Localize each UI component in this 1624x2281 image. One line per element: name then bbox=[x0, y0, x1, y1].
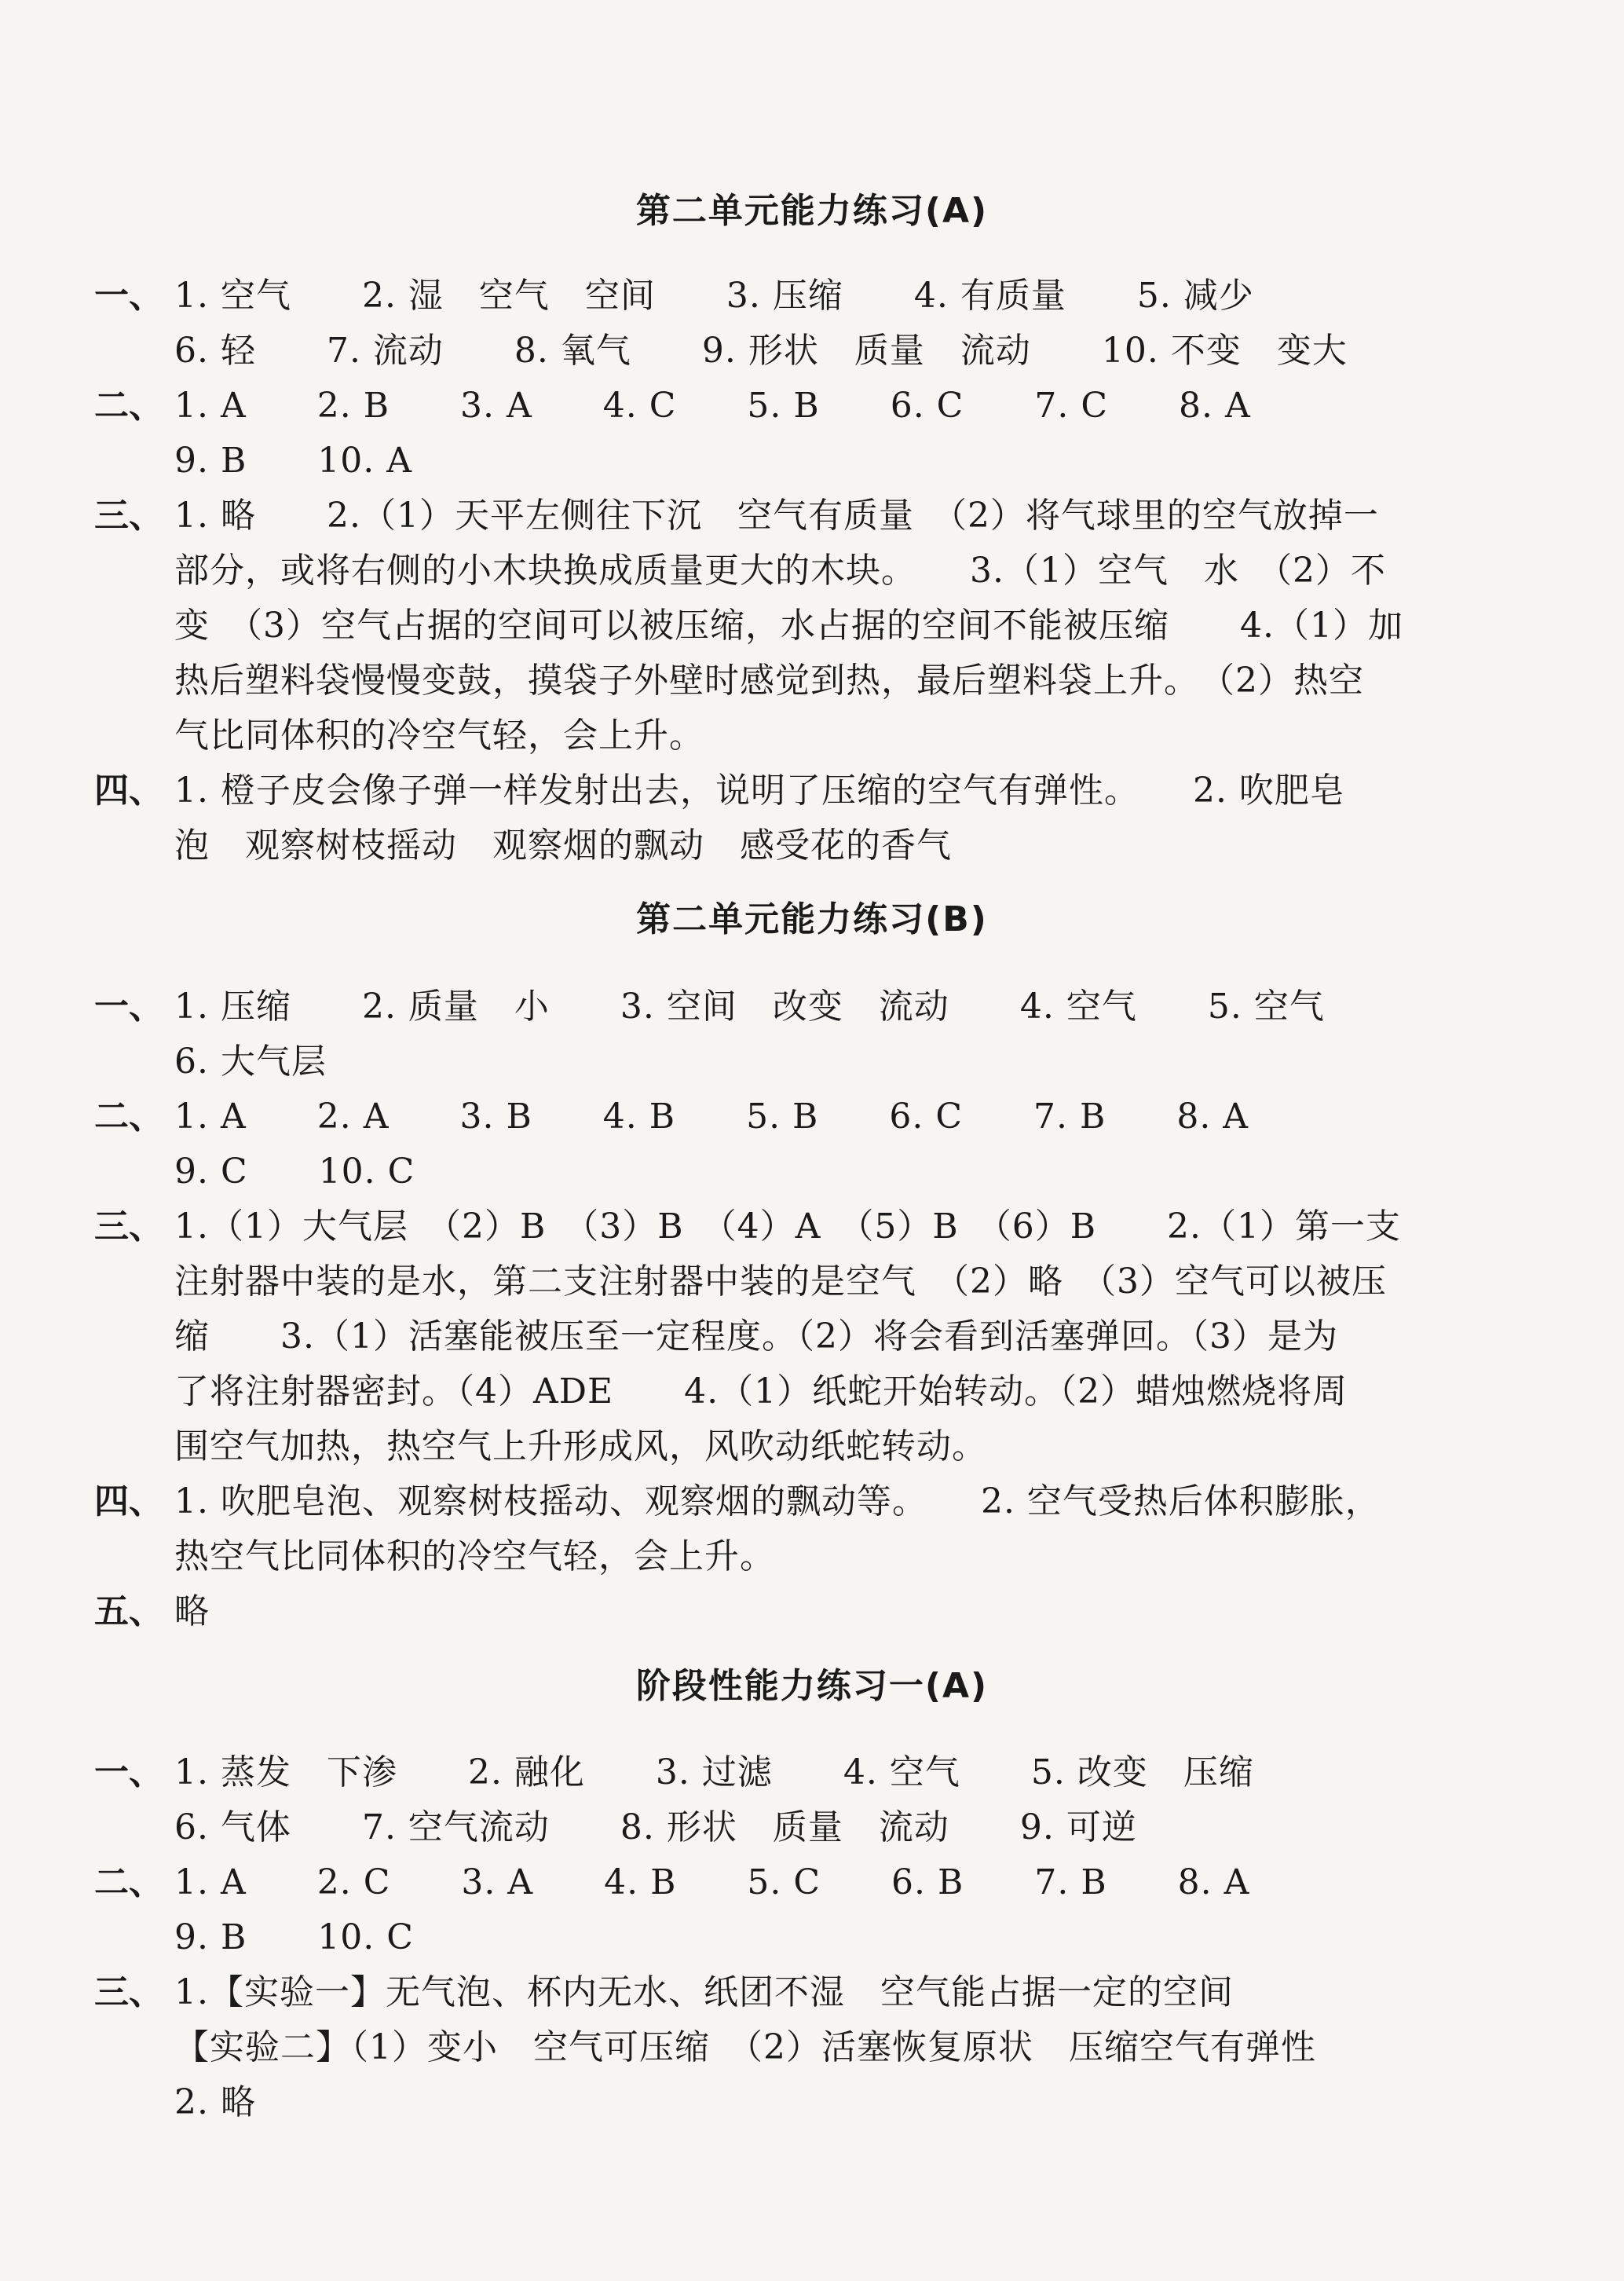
answer-line: 【实验二】（1）变小 空气可压缩 （2）活塞恢复原状 压缩空气有弹性 bbox=[174, 2027, 1316, 2067]
answer-line: 泡 观察树枝摇动 观察烟的飘动 感受花的香气 bbox=[174, 826, 952, 866]
answer-line: 1. A 2. A 3. B 4. B 5. B 6. C 7. B 8. A bbox=[174, 1097, 1249, 1137]
question-label: 四、 bbox=[94, 1481, 163, 1521]
answer-line: 了将注射器密封。（4）ADE 4.（1）纸蛇开始转动。（2）蜡烛燃烧将周 bbox=[174, 1371, 1348, 1411]
answer-line: 9. B 10. C bbox=[174, 1917, 414, 1957]
answer-line: 1. 空气 2. 湿 空气 空间 3. 压缩 4. 有质量 5. 减少 bbox=[174, 276, 1254, 316]
answer-line: 1. A 2. B 3. A 4. C 5. B 6. C 7. C 8. A bbox=[174, 386, 1251, 426]
answer-line: 6. 轻 7. 流动 8. 氧气 9. 形状 质量 流动 10. 不变 变大 bbox=[174, 331, 1348, 371]
answer-line: 9. B 10. A bbox=[174, 441, 413, 481]
question-label: 一、 bbox=[94, 1752, 163, 1792]
answer-line: 注射器中装的是水，第二支注射器中装的是空气 （2）略 （3）空气可以被压 bbox=[174, 1261, 1387, 1302]
answer-line: 1.（1）大气层 （2）B （3）B （4）A （5）B （6）B 2.（1）第一支 bbox=[174, 1206, 1402, 1247]
question-label: 三、 bbox=[94, 1972, 163, 2012]
answer-line: 变 （3）空气占据的空间可以被压缩，水占据的空间不能被压缩 4.（1）加 bbox=[174, 606, 1403, 646]
answer-line: 略 bbox=[174, 1591, 210, 1631]
answer-line: 2. 略 bbox=[174, 2082, 256, 2122]
question-label: 三、 bbox=[94, 496, 163, 536]
answer-line: 1. 压缩 2. 质量 小 3. 空间 改变 流动 4. 空气 5. 空气 bbox=[174, 987, 1325, 1027]
section-title: 第二单元能力练习(B) bbox=[636, 899, 988, 939]
section-title: 第二单元能力练习(A) bbox=[635, 191, 989, 231]
question-label: 三、 bbox=[94, 1206, 163, 1247]
question-label: 五、 bbox=[94, 1591, 163, 1631]
question-label: 二、 bbox=[94, 1862, 163, 1902]
answer-line: 6. 大气层 bbox=[174, 1042, 327, 1082]
question-label: 二、 bbox=[94, 386, 163, 426]
question-label: 一、 bbox=[94, 987, 163, 1027]
question-label: 二、 bbox=[94, 1097, 163, 1137]
answer-line: 气比同体积的冷空气轻，会上升。 bbox=[174, 716, 704, 756]
answer-line: 1. A 2. C 3. A 4. B 5. C 6. B 7. B 8. A bbox=[174, 1862, 1250, 1902]
answer-line: 热后塑料袋慢慢变鼓，摸袋子外壁时感觉到热，最后塑料袋上升。 （2）热空 bbox=[174, 661, 1364, 701]
answer-line: 1. 蒸发 下渗 2. 融化 3. 过滤 4. 空气 5. 改变 压缩 bbox=[174, 1752, 1254, 1792]
question-label: 四、 bbox=[94, 771, 163, 811]
section-title: 阶段性能力练习一(A) bbox=[635, 1666, 989, 1706]
answer-line: 1. 橙子皮会像子弹一样发射出去，说明了压缩的空气有弹性。 2. 吹肥皂 bbox=[174, 771, 1345, 811]
answer-line: 9. C 10. C bbox=[174, 1151, 415, 1192]
answer-line: 1. 略 2.（1）天平左侧往下沉 空气有质量 （2）将气球里的空气放掉一 bbox=[174, 496, 1379, 536]
question-label: 一、 bbox=[94, 276, 163, 316]
answer-line: 缩 3.（1）活塞能被压至一定程度。（2）将会看到活塞弹回。（3）是为 bbox=[174, 1316, 1338, 1357]
answer-line: 部分，或将右侧的小木块换成质量更大的木块。 3.（1）空气 水 （2）不 bbox=[174, 551, 1386, 591]
answer-line: 1.【实验一】无气泡、杯内无水、纸团不湿 空气能占据一定的空间 bbox=[174, 1972, 1234, 2012]
answer-line: 6. 气体 7. 空气流动 8. 形状 质量 流动 9. 可逆 bbox=[174, 1807, 1137, 1847]
answer-line: 1. 吹肥皂泡、观察树枝摇动、观察烟的飘动等。 2. 空气受热后体积膨胀， bbox=[174, 1481, 1381, 1521]
answer-line: 围空气加热，热空气上升形成风，风吹动纸蛇转动。 bbox=[174, 1426, 987, 1466]
answer-line: 热空气比同体积的冷空气轻，会上升。 bbox=[174, 1536, 775, 1576]
